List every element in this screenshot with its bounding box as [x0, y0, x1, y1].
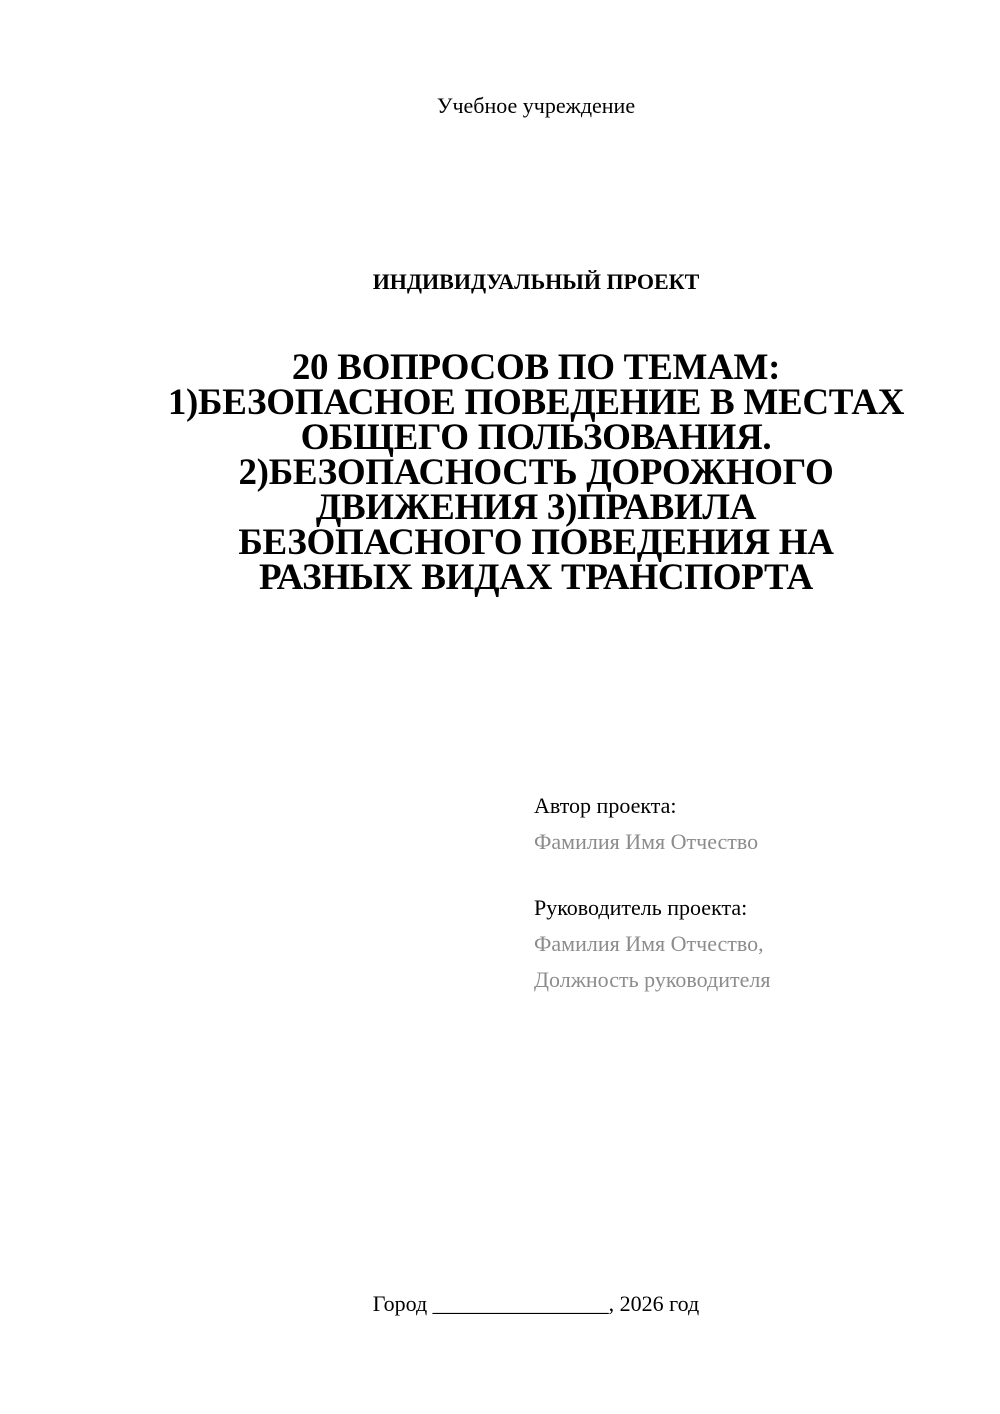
author-name: Фамилия Имя Отчество	[534, 829, 759, 854]
title-line: 20 ВОПРОСОВ ПО ТЕМАМ:	[291, 347, 781, 388]
title-line: ОБЩЕГО ПОЛЬЗОВАНИЯ.	[300, 417, 772, 458]
spacer	[534, 860, 974, 890]
signature-block	[534, 788, 974, 998]
author-label: Автор проекта:	[534, 793, 677, 818]
supervisor-name: Фамилия Имя Отчество,	[534, 931, 764, 956]
title-line: БЕЗОПАСНОГО ПОВЕДЕНИЯ НА	[238, 522, 834, 563]
title-line: ДВИЖЕНИЯ 3)ПРАВИЛА	[315, 487, 757, 528]
title-line: 2)БЕЗОПАСНОСТЬ ДОРОЖНОГО	[238, 452, 834, 493]
project-title	[130, 347, 942, 598]
title-line: РАЗНЫХ ВИДАХ ТРАНСПОРТА	[259, 557, 813, 598]
supervisor-position: Должность руководителя	[534, 967, 771, 992]
document-type-heading: ИНДИВИДУАЛЬНЫЙ ПРОЕКТ	[372, 269, 700, 294]
institution-name: Учебное учреждение	[436, 93, 636, 118]
title-line: 1)БЕЗОПАСНОЕ ПОВЕДЕНИЕ В МЕСТАХ	[167, 382, 905, 423]
city-year-footer: Город ________________, 2026 год	[372, 1291, 700, 1316]
supervisor-label: Руководитель проекта:	[534, 895, 748, 920]
